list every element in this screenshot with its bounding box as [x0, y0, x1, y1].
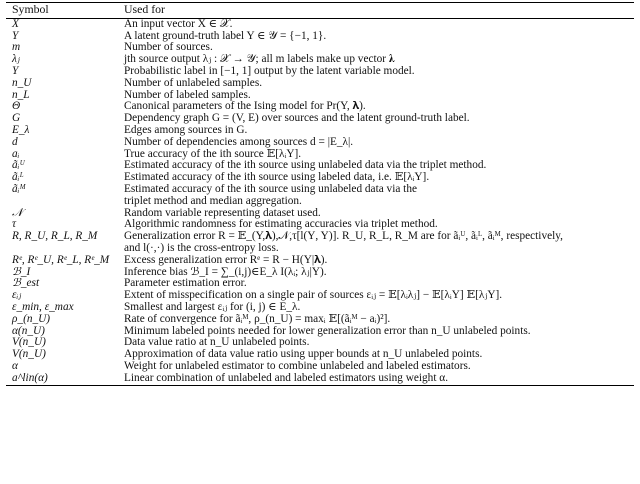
- table-row: [6, 314, 634, 326]
- table-row: [6, 54, 634, 66]
- table-row: [6, 208, 634, 220]
- description-line: Approximation of data value ratio using upper bounds at n_U unlabeled points.: [124, 349, 483, 361]
- symbol-cell: R, R_U, R_L, R_M: [12, 231, 98, 243]
- description-line: triplet method and median aggregation.: [124, 194, 302, 207]
- symbol-cell: G: [12, 113, 21, 125]
- table-row: [6, 160, 634, 172]
- symbol-cell: n_L: [12, 89, 30, 101]
- description-line: Random variable representing dataset used.: [124, 207, 321, 219]
- table-row: [6, 90, 634, 102]
- used-for-cell: [118, 160, 634, 172]
- table-row: [6, 373, 634, 385]
- description-line: Number of dependencies among sources d = |E_λ|.: [124, 136, 354, 148]
- used-for-cell: [118, 337, 634, 349]
- used-for-cell: [118, 208, 634, 220]
- used-for-cell: [118, 373, 634, 385]
- used-for-cell: [118, 361, 634, 373]
- description-line: Excess generalization error Rᵉ = R − H(Y|𝛌).: [124, 254, 328, 266]
- symbol-cell: Ỹ: [12, 65, 19, 77]
- description-line: and l(·,·) is the cross-entropy loss.: [124, 241, 279, 254]
- used-for-cell: [118, 219, 634, 231]
- table-row: [6, 78, 634, 90]
- symbol-cell: εᵢⱼ: [12, 290, 22, 302]
- table-row: [6, 137, 634, 149]
- symbol-cell: ε_min, ε_max: [12, 301, 74, 313]
- symbol-cell: τ: [12, 219, 17, 231]
- description-line: Canonical parameters of the Ising model for Pr(Y, 𝛌).: [124, 101, 366, 113]
- header-used-for: Used for: [124, 2, 165, 16]
- used-for-cell: [118, 101, 634, 113]
- description-line: Number of unlabeled samples.: [124, 77, 263, 89]
- description-line: Dependency graph G = (V, E) over sources and the latent ground-truth label.: [124, 113, 470, 125]
- table-row: [6, 349, 634, 361]
- description-line: Probabilistic label in [−1, 1] output by the latent variable model.: [124, 65, 415, 77]
- symbol-cell: ℬ_I: [12, 266, 31, 278]
- used-for-cell: [118, 278, 634, 290]
- description-line: jth source output λⱼ : 𝒳 → 𝒴; all m labels make up vector 𝛌: [124, 54, 395, 66]
- used-for-cell: [118, 231, 634, 255]
- table-row: [6, 184, 634, 208]
- used-for-cell: [118, 314, 634, 326]
- table-body: [6, 18, 634, 385]
- used-for-cell: [118, 137, 634, 149]
- table-row: [6, 267, 634, 279]
- symbol-cell: λⱼ: [12, 54, 20, 66]
- table-row: [6, 337, 634, 349]
- symbol-cell: ℬ_est: [12, 278, 40, 290]
- used-for-cell: [118, 255, 634, 267]
- symbol-cell: ρ_(n_U): [12, 313, 51, 325]
- table-row: [6, 326, 634, 338]
- table-row: [6, 302, 634, 314]
- table-header-row: [6, 3, 634, 19]
- table-row: [6, 101, 634, 113]
- table-row: [6, 219, 634, 231]
- description-line: A latent ground-truth label Y ∈ 𝒴 = {−1, 1}.: [124, 30, 327, 42]
- table-row: [6, 125, 634, 137]
- symbol-cell: ãᵢᴸ: [12, 172, 24, 184]
- symbol-cell: ãᵢᵁ: [12, 160, 26, 172]
- description-line: Edges among sources in G.: [124, 124, 248, 136]
- used-for-cell: [118, 90, 634, 102]
- table-row: [6, 42, 634, 54]
- used-for-cell: [118, 326, 634, 338]
- description-line: Minimum labeled points needed for lower generalization error than n_U unlabeled points.: [124, 325, 531, 337]
- used-for-cell: [118, 54, 634, 66]
- symbol-cell: a^lin(α): [12, 372, 48, 384]
- description-line: Algorithmic randomness for estimating accuracies via triplet method.: [124, 219, 438, 231]
- used-for-cell: [118, 267, 634, 279]
- description-line: Estimated accuracy of the ith source using unlabeled data via the triplet method.: [124, 160, 487, 172]
- table-row: [6, 361, 634, 373]
- used-for-cell: [118, 31, 634, 43]
- description-line: True accuracy of the ith source 𝔼[λᵢY].: [124, 148, 302, 160]
- used-for-cell: [118, 172, 634, 184]
- used-for-cell: [118, 302, 634, 314]
- used-for-cell: [118, 66, 634, 78]
- used-for-cell: [118, 290, 634, 302]
- used-for-cell: [118, 149, 634, 161]
- description-line: Estimated accuracy of the ith source using unlabeled data via the: [124, 183, 417, 195]
- symbol-cell: n_U: [12, 77, 32, 89]
- table-row: [6, 66, 634, 78]
- used-for-cell: [118, 42, 634, 54]
- table-row: [6, 278, 634, 290]
- notation-table: [6, 2, 634, 386]
- table-row: [6, 18, 634, 30]
- symbol-cell: 𝒩: [12, 207, 23, 219]
- description-line: Data value ratio at n_U unlabeled points.: [124, 337, 310, 349]
- used-for-cell: [118, 125, 634, 137]
- table-row: [6, 255, 634, 267]
- symbol-cell: V(n_U): [12, 337, 46, 349]
- symbol-cell: α: [12, 360, 18, 372]
- table-row: [6, 31, 634, 43]
- description-line: Rate of convergence for ãᵢᴹ, ρ_(n_U) = maxᵢ 𝔼[(ãᵢᴹ − aᵢ)²].: [124, 313, 391, 325]
- used-for-cell: [118, 113, 634, 125]
- symbol-cell: d: [12, 136, 18, 148]
- symbol-cell: aᵢ: [12, 148, 20, 160]
- description-line: Inference bias ℬ_I = ∑_(i,j)∈E_λ I(λᵢ; λⱼ|Y).: [124, 266, 327, 278]
- description-line: Generalization error R = 𝔼_(Y,𝛌),𝒩,τ[l(Ỹ, Y)]. R_U, R_L, R_M are for ãᵢᵁ, ãᵢᴸ, ãᵢᴹ, respectively,: [124, 231, 563, 243]
- description-line: Number of sources.: [124, 42, 213, 54]
- header-symbol: Symbol: [12, 2, 49, 16]
- symbol-cell: α(n_U): [12, 325, 45, 337]
- symbol-cell: Rᵉ, Rᵉ_U, Rᵉ_L, Rᵉ_M: [12, 254, 110, 266]
- description-line: Estimated accuracy of the ith source using labeled data, i.e. 𝔼̂[λᵢY].: [124, 172, 430, 184]
- description-line: Parameter estimation error.: [124, 278, 247, 290]
- table-row: [6, 172, 634, 184]
- description-line: Number of labeled samples.: [124, 89, 251, 101]
- symbol-cell: Θ: [12, 101, 21, 113]
- table-row: [6, 149, 634, 161]
- table-row: [6, 113, 634, 125]
- symbol-cell: ãᵢᴹ: [12, 183, 26, 195]
- symbol-cell: Y: [12, 30, 19, 42]
- description-line: Smallest and largest εᵢⱼ for (i, j) ∈ E_λ.: [124, 301, 301, 313]
- table-row: [6, 231, 634, 255]
- description-line: Extent of misspecification on a single pair of sources εᵢⱼ = 𝔼[λᵢλⱼ] − 𝔼[λᵢY] 𝔼[λⱼY].: [124, 290, 503, 302]
- description-line: Linear combination of unlabeled and labeled estimators using weight α.: [124, 372, 449, 384]
- symbol-cell: E_λ: [12, 124, 30, 136]
- table-row: [6, 290, 634, 302]
- used-for-cell: [118, 184, 634, 208]
- used-for-cell: [118, 78, 634, 90]
- symbol-cell: m: [12, 42, 21, 54]
- symbol-cell: Ṽ(n_U): [12, 349, 46, 361]
- description-line: Weight for unlabeled estimator to combine unlabeled and labeled estimators.: [124, 360, 471, 372]
- symbol-cell: X: [12, 18, 19, 30]
- used-for-cell: [118, 18, 634, 30]
- description-line: An input vector X ∈ 𝒳.: [124, 18, 233, 30]
- used-for-cell: [118, 349, 634, 361]
